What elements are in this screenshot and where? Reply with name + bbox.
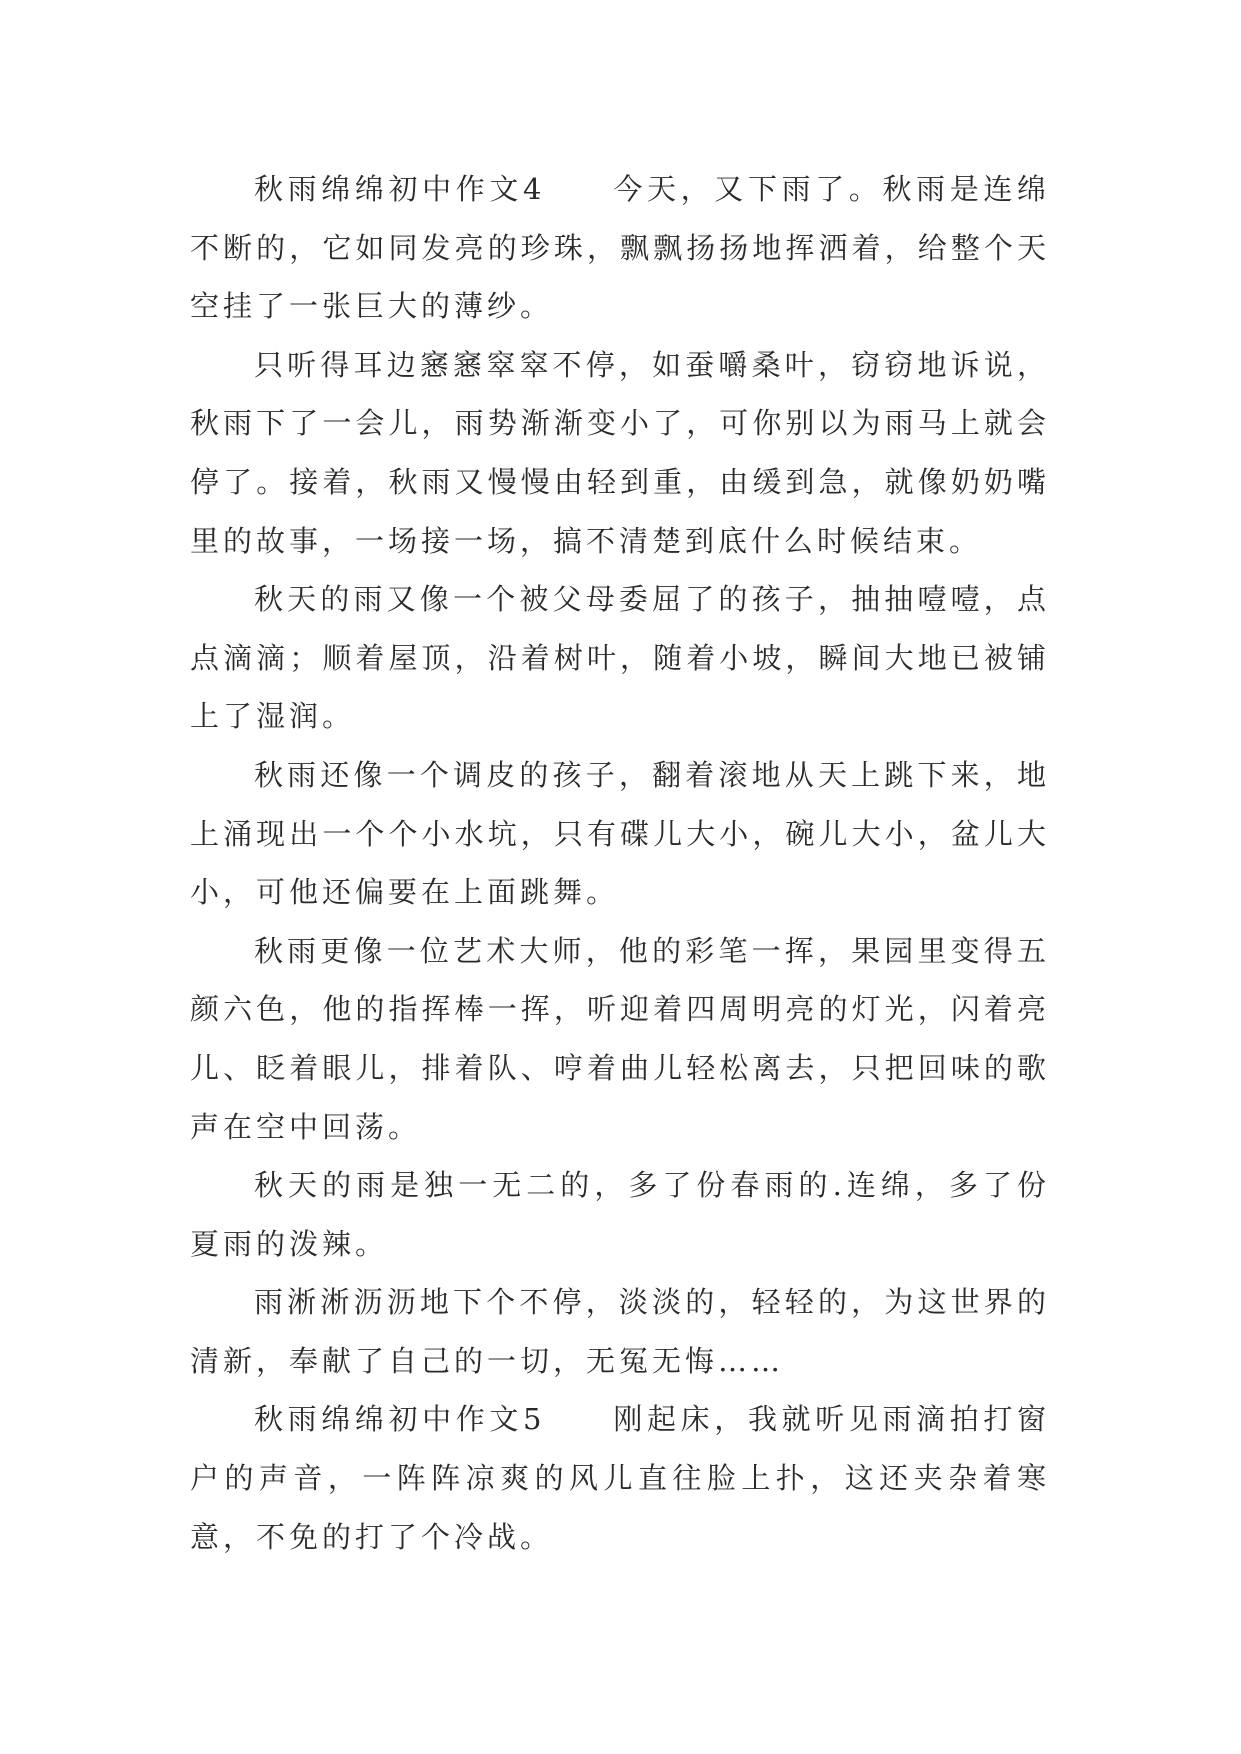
paragraph-6: 秋天的雨是独一无二的，多了份春雨的.连绵，多了份夏雨的泼辣。 (190, 1168, 1050, 1261)
paragraph-4: 秋雨还像一个调皮的孩子，翻着滚地从天上跳下来，地上涌现出一个个小水坑，只有碟儿大小，碗儿大小，盆儿大小，可他还偏要在上面跳舞。 (190, 757, 1050, 910)
paragraph-1: 秋雨绵绵初中作文4 今天，又下雨了。秋雨是连绵不断的，它如同发亮的珍珠，飘飘扬扬地挥洒着，给整个天空挂了一张巨大的薄纱。 (190, 172, 1050, 324)
paragraph-7: 雨淅淅沥沥地下个不停，淡淡的，轻轻的，为这世界的清新，奉献了自己的一切，无冤无悔…… (190, 1285, 1050, 1378)
paragraph-2: 只听得耳边窸窸窣窣不停，如蚕嚼桑叶，窃窃地诉说，秋雨下了一会儿，雨势渐渐变小了，可你别以为雨马上就会停了。接着，秋雨又慢慢由轻到重，由缓到急，就像奶奶嘴里的故事，一场接一场，搞不清楚到底什么时候结束。 (190, 347, 1050, 558)
paragraph-8: 秋雨绵绵初中作文5 刚起床，我就听见雨滴拍打窗户的声音，一阵阵凉爽的风儿直往脸上扑，这还夹杂着寒意，不免的打了个冷战。 (190, 1402, 1050, 1554)
paragraph-5: 秋雨更像一位艺术大师，他的彩笔一挥，果园里变得五颜六色，他的指挥棒一挥，听迎着四周明亮的灯光，闪着亮儿、眨着眼儿，排着队、哼着曲儿轻松离去，只把回味的歌声在空中回荡。 (190, 933, 1050, 1144)
paragraph-3: 秋天的雨又像一个被父母委屈了的孩子，抽抽噎噎，点点滴滴；顺着屋顶，沿着树叶，随着小坡，瞬间大地已被铺上了湿润。 (190, 582, 1050, 734)
article-body (190, 160, 1050, 1566)
